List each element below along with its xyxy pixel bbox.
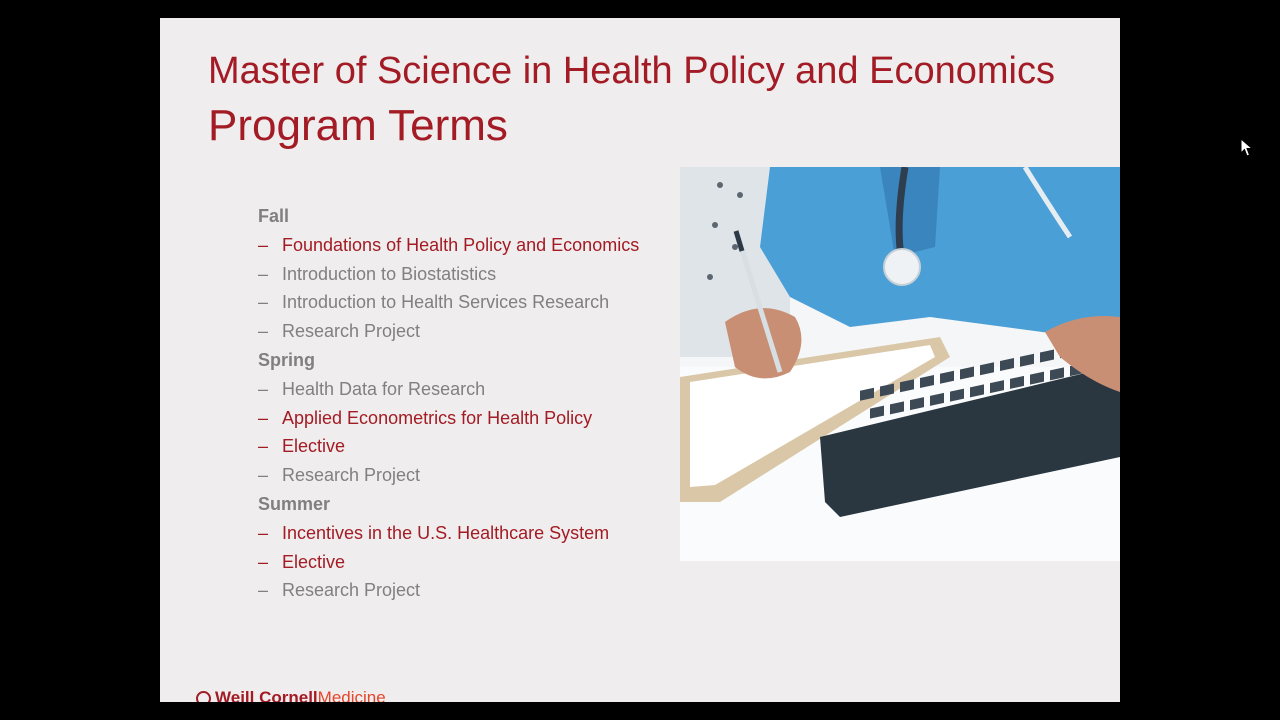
course-item: [258, 578, 678, 602]
bullet-dash: –: [258, 551, 269, 572]
bullet-dash: –: [258, 292, 269, 313]
bullet-dash: –: [258, 580, 269, 601]
bullet-dash: –: [258, 522, 269, 543]
term-heading: Fall: [258, 206, 290, 226]
bullet-dash: –: [258, 263, 269, 284]
mouse-pointer-icon: [1240, 138, 1254, 163]
weill-cornell-medicine-logo: Weill CornellMedicine: [196, 688, 386, 702]
course-label: Elective: [282, 436, 346, 457]
bullet-dash: –: [258, 436, 269, 457]
course-label: Research Project: [282, 321, 421, 342]
course-item: [258, 233, 678, 257]
nurse-writing-photo: [680, 167, 1120, 561]
course-item: [258, 406, 678, 430]
bullet-dash: –: [258, 234, 269, 255]
slide: [160, 18, 1120, 702]
program-terms-list: [258, 204, 678, 607]
course-label: Research Project: [282, 465, 421, 486]
course-item: [258, 463, 678, 487]
course-item: [258, 550, 678, 574]
course-item: [258, 262, 678, 286]
term-heading: Spring: [258, 349, 315, 370]
slide-title: Master of Science in Health Policy and Economics: [208, 50, 1055, 92]
course-label: Introduction to Biostatistics: [282, 263, 497, 284]
course-label: Research Project: [282, 580, 421, 601]
bullet-dash: –: [258, 465, 269, 486]
course-item: [258, 434, 678, 458]
course-label: Health Data for Research: [282, 378, 486, 399]
course-label: Introduction to Health Services Research: [282, 292, 610, 313]
course-item: [258, 377, 678, 401]
bullet-dash: –: [258, 407, 269, 428]
course-label: Foundations of Health Policy and Economics: [282, 234, 640, 255]
course-label: Applied Econometrics for Health Policy: [282, 407, 593, 428]
bullet-dash: –: [258, 378, 269, 399]
course-item: [258, 290, 678, 314]
course-item: [258, 319, 678, 343]
term-heading: Summer: [258, 493, 331, 514]
slide-subtitle: Program Terms: [208, 101, 508, 150]
course-label: Incentives in the U.S. Healthcare System: [282, 522, 610, 543]
course-label: Elective: [282, 551, 346, 572]
bullet-dash: –: [258, 321, 269, 342]
crest-icon: [196, 691, 211, 702]
course-item: [258, 521, 678, 545]
